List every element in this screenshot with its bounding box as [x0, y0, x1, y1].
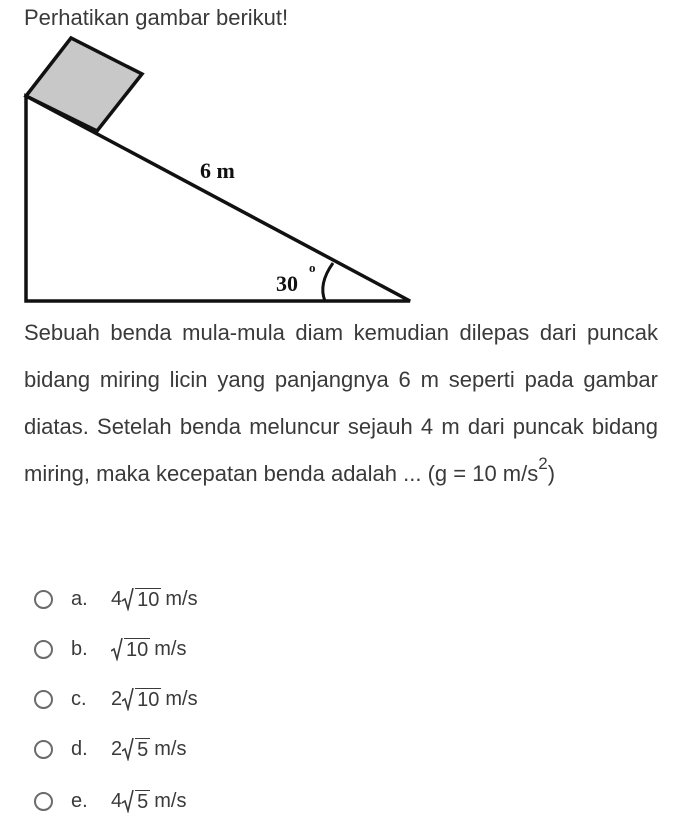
option-e[interactable] — [34, 781, 186, 821]
option-unit: m/s — [165, 687, 198, 710]
option-letter: c. — [71, 687, 87, 710]
angle-degree-mark: o — [309, 260, 316, 275]
radio-button-icon[interactable] — [34, 640, 53, 659]
option-value — [111, 637, 186, 661]
option-unit: m/s — [165, 587, 198, 610]
question-body: Sebuah benda mula-mula diam kemudian dilepas dari puncak bidang miring licin yang panjangnya 6 m seperti pada gambar diatas. Setelah benda meluncur sejauh 4 m dari puncak bidang miring, maka kecepatan benda adalah ... (g = 10 m/s — [24, 320, 658, 486]
option-value — [111, 687, 198, 711]
option-unit: m/s — [154, 637, 187, 660]
option-coefficient: 4 — [111, 789, 123, 812]
option-d[interactable] — [34, 729, 186, 769]
option-c[interactable] — [34, 679, 198, 719]
square-root-icon — [111, 637, 123, 661]
option-letter: a. — [71, 587, 88, 610]
option-b[interactable] — [34, 629, 186, 669]
square-root-icon — [122, 587, 134, 611]
option-letter: d. — [71, 737, 88, 760]
option-unit: m/s — [154, 789, 187, 812]
length-label: 6 m — [200, 158, 235, 183]
question-exponent: 2 — [538, 453, 548, 473]
option-radicand: 10 — [137, 589, 160, 611]
angle-label: 30 — [276, 271, 298, 296]
radio-button-icon[interactable] — [34, 792, 53, 811]
page-title: Perhatikan gambar berikut! — [24, 5, 289, 30]
inclined-plane-diagram — [0, 34, 420, 306]
option-coefficient: 4 — [111, 587, 123, 610]
square-root-icon — [122, 687, 134, 711]
inclined-plane-figure — [0, 34, 420, 306]
option-value — [111, 587, 198, 611]
radio-button-icon[interactable] — [34, 690, 53, 709]
option-coefficient: 2 — [111, 687, 123, 710]
option-letter: e. — [71, 789, 88, 812]
option-a[interactable] — [34, 579, 198, 619]
option-radicand: 10 — [137, 689, 160, 711]
radio-button-icon[interactable] — [34, 740, 53, 759]
question-text — [24, 309, 658, 497]
angle-arc — [323, 263, 333, 301]
option-coefficient: 2 — [111, 737, 123, 760]
option-radicand: 5 — [137, 791, 149, 813]
option-letter: b. — [71, 637, 88, 660]
radio-button-icon[interactable] — [34, 590, 53, 609]
option-radicand: 5 — [137, 739, 149, 761]
sliding-block — [26, 38, 142, 131]
option-value — [111, 737, 186, 761]
option-value — [111, 789, 186, 813]
option-unit: m/s — [154, 737, 187, 760]
incline-triangle — [26, 96, 410, 301]
option-radicand: 10 — [126, 639, 149, 661]
square-root-icon — [122, 737, 134, 761]
question-closing: ) — [547, 461, 556, 486]
square-root-icon — [122, 789, 134, 813]
